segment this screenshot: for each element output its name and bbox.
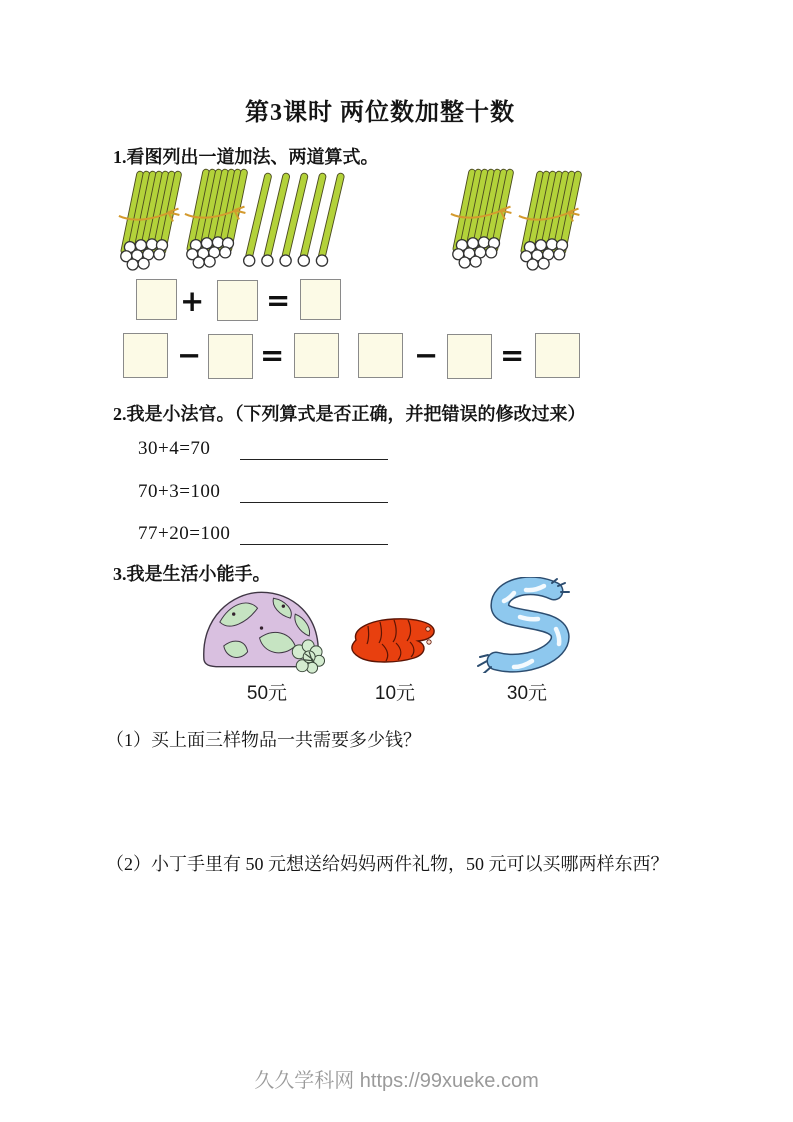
stick-ends [521, 239, 568, 270]
hat-price: 50元 [246, 683, 288, 704]
answer-box[interactable] [358, 333, 403, 378]
stick-bundle-icon [450, 168, 516, 269]
single-sticks [249, 177, 340, 256]
equals-operator: = [266, 283, 291, 317]
answer-box[interactable] [217, 280, 258, 321]
answer-box[interactable] [123, 333, 168, 378]
stick-ends [187, 237, 234, 268]
stick-ends [453, 237, 500, 268]
sub-question-1: （1）买上面三样物品一共需要多少钱？ [106, 730, 421, 750]
answer-box[interactable] [294, 333, 339, 378]
equation-text: 70+3=100 [138, 481, 221, 502]
stick-ends [244, 255, 328, 266]
equals-operator: = [500, 338, 525, 372]
scarf-image [468, 577, 580, 673]
gloves-price: 10元 [374, 683, 416, 704]
judge-row [0, 481, 793, 511]
hat-ruffle [292, 640, 324, 673]
answer-box[interactable] [535, 333, 580, 378]
question1-label: 1.看图列出一道加法、两道算式。 [113, 147, 379, 167]
answer-line[interactable] [240, 502, 388, 503]
question3-label: 3.我是生活小能手。 [113, 564, 271, 584]
equals-operator: = [260, 338, 285, 372]
scarf-price: 30元 [506, 683, 548, 704]
stick-bundle-icon [518, 170, 584, 271]
answer-box[interactable] [208, 334, 253, 379]
answer-line[interactable] [240, 459, 388, 460]
sub-question-2: （2）小丁手里有 50 元想送给妈妈两件礼物，50 元可以买哪两样东西？ [106, 854, 669, 874]
minus-operator: − [177, 338, 202, 372]
hat-image [196, 584, 330, 676]
site-watermark: 久久学科网 https://99xueke.com [254, 1070, 539, 1092]
judge-row [0, 438, 793, 468]
question2-label: 2.我是小法官。（下列算式是否正确，并把错误的修改过来） [113, 404, 586, 424]
answer-box[interactable] [300, 279, 341, 320]
plus-operator: + [180, 284, 205, 318]
answer-box[interactable] [447, 334, 492, 379]
equation-text: 30+4=70 [138, 438, 211, 459]
page-title: 第3课时 两位数加整十数 [245, 100, 515, 126]
judge-row [0, 523, 793, 553]
stick-ends [121, 239, 168, 270]
equation-text: 77+20=100 [138, 523, 231, 544]
gloves-image [338, 612, 442, 670]
loose-sticks-icon [238, 172, 350, 269]
minus-operator: − [414, 338, 439, 372]
answer-box[interactable] [136, 279, 177, 320]
stick-bundle-icon [118, 170, 184, 271]
answer-line[interactable] [240, 544, 388, 545]
